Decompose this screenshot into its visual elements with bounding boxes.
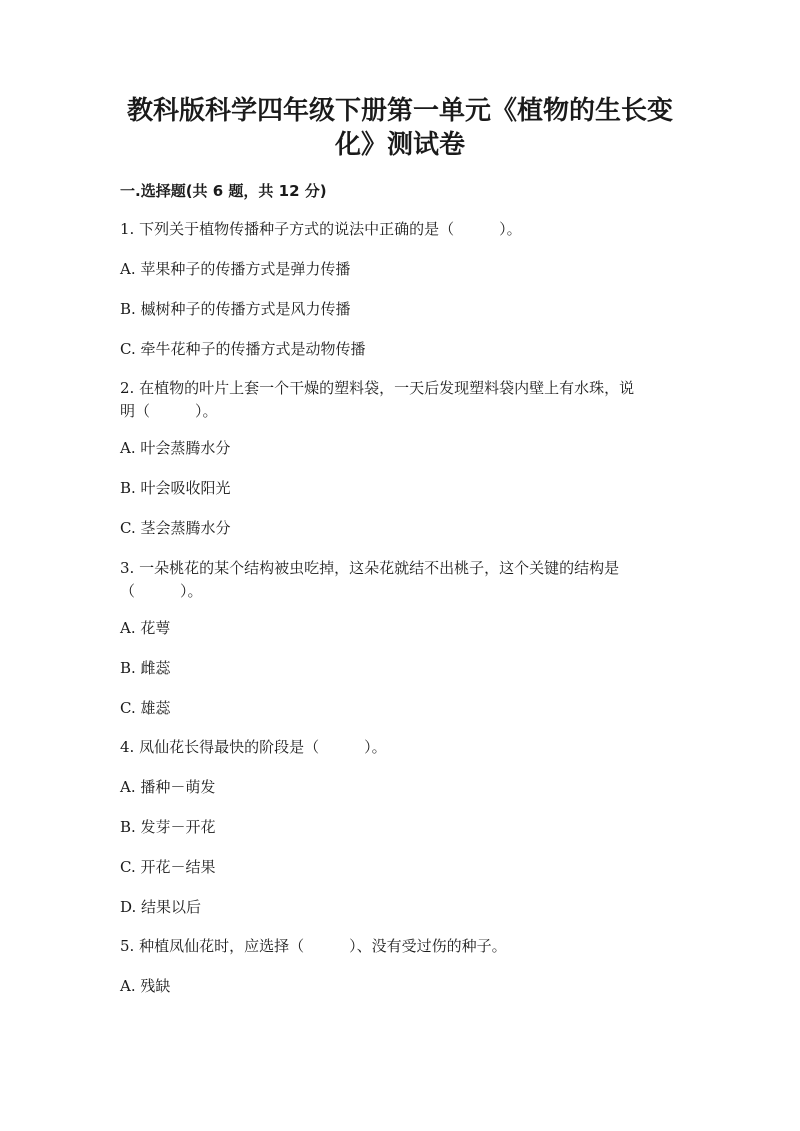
document-title-line-1: 教科版科学四年级下册第一单元《植物的生长变 <box>126 96 673 126</box>
question-3-option-b: B. 雌蕊 <box>120 659 171 677</box>
question-3-stem-line-1: 3. 一朵桃花的某个结构被虫吃掉，这朵花就结不出桃子，这个关键的结构是 <box>120 559 620 577</box>
question-1-option-a: A. 苹果种子的传播方式是弹力传播 <box>120 260 351 278</box>
question-3-stem-line-2: （ ）。 <box>120 582 203 600</box>
question-2-option-b: B. 叶会吸收阳光 <box>120 479 231 497</box>
question-4-stem: 4. 凤仙花长得最快的阶段是（ ）。 <box>120 738 387 756</box>
question-4-option-b: B. 发芽－开花 <box>120 818 216 836</box>
document-title-line-2: 化》测试卷 <box>334 130 465 160</box>
section-heading: 一.选择题(共 6 题，共 12 分) <box>120 182 327 200</box>
question-5-stem: 5. 种植凤仙花时，应选择（ ）、没有受过伤的种子。 <box>120 937 507 955</box>
question-2-stem-line-2: 明（ ）。 <box>120 402 218 420</box>
question-2-option-c: C. 茎会蒸腾水分 <box>120 519 231 537</box>
question-4-option-a: A. 播种－萌发 <box>120 778 216 796</box>
question-1-option-c: C. 牵牛花种子的传播方式是动物传播 <box>120 340 366 358</box>
question-2-stem-line-1: 2. 在植物的叶片上套一个干燥的塑料袋，一天后发现塑料袋内壁上有水珠，说 <box>120 379 635 397</box>
question-2-option-a: A. 叶会蒸腾水分 <box>120 439 231 457</box>
question-5-option-a: A. 残缺 <box>120 977 171 995</box>
question-1-option-b: B. 槭树种子的传播方式是风力传播 <box>120 300 351 318</box>
question-1-stem: 1. 下列关于植物传播种子方式的说法中正确的是（ ）。 <box>120 220 522 238</box>
question-4-option-c: C. 开花－结果 <box>120 858 216 876</box>
question-4-option-d: D. 结果以后 <box>120 898 202 916</box>
question-3-option-c: C. 雄蕊 <box>120 699 171 717</box>
question-3-option-a: A. 花萼 <box>120 619 171 637</box>
